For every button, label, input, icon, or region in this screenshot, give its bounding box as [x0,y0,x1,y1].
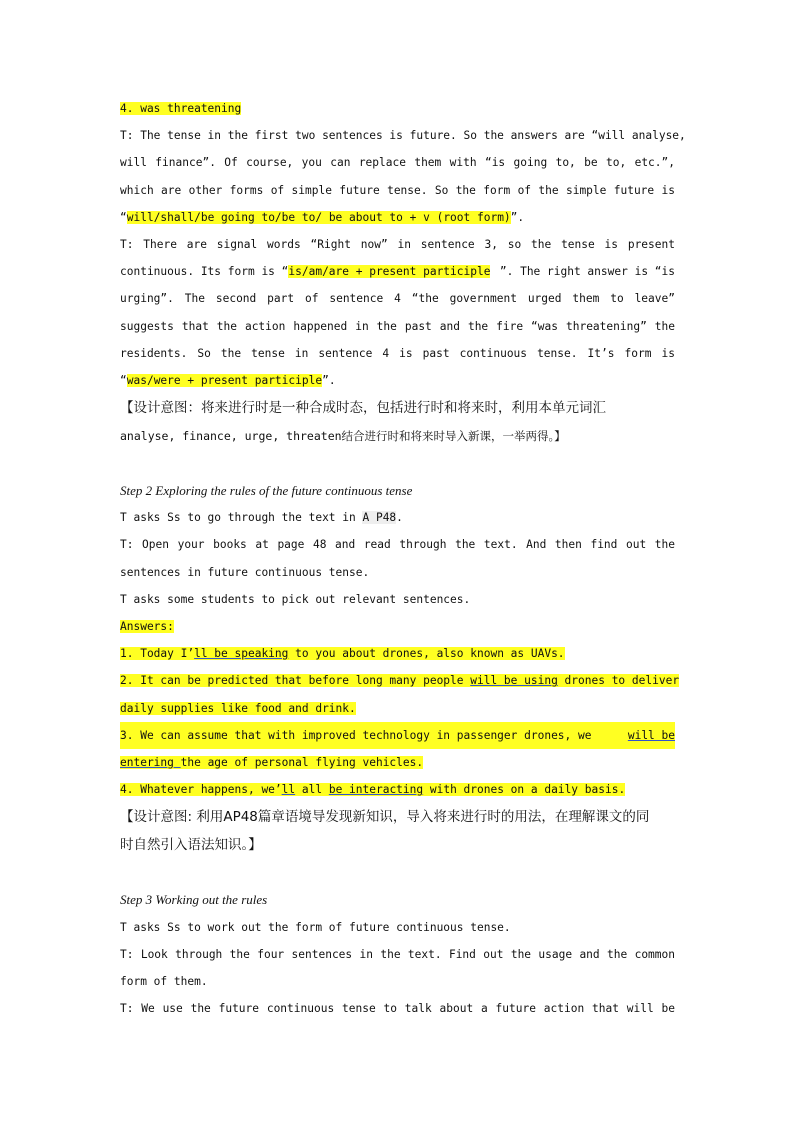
text-fragment: T asks Ss to go through the text in [120,511,363,525]
text-fragment: 3. We can assume that with improved technology in passenger drones, we [120,728,592,742]
answer-sentence-2-cont [120,695,675,722]
answer-sentence-3-cont [120,749,675,776]
paragraph-line: T: The tense in the first two sentences is future. So the answers are “will analyse, [120,129,686,143]
answer-sentence-2 [120,667,680,694]
paragraph-line [120,504,675,531]
text-fragment: the age of personal flying vehicles. [180,755,424,769]
present-continuous-form: is/am/are + present participle [288,265,491,279]
paragraph-line: T asks some students to pick out relevant sentences. [120,592,471,606]
quote-open: “ [120,373,127,387]
paragraph-line: which are other forms of simple future tense. So the form of the simple future is [120,183,675,197]
step-3-heading: Step 3 Working out the rules [120,892,268,908]
paragraph-line: residents. So the tense in sentence 4 is past continuous tense. It’s form is [120,346,675,360]
paragraph-line: T: There are signal words “Right now” in sentence 3, so the tense is present [120,237,675,251]
paragraph-line: urging”. The second part of sentence 4 “the government urged them to leave” [120,292,675,306]
paragraph-line [120,204,675,231]
design-intent-line: 【设计意图: 利用AP48篇章语境导发现新知识，导入将来进行时的用法，在理解课文的同 [120,809,650,826]
quote-close: ”. [510,210,525,224]
page-reference: A P48 [362,511,397,525]
quote-close: ”. [322,373,336,387]
answer-sentence-3 [120,722,675,749]
design-intent-line: 时自然引入语法知识。】 [120,837,262,854]
paragraph-line: form of them. [120,974,208,988]
spacer [120,450,675,477]
paragraph-line [120,367,675,394]
text-fragment: daily supplies like food and drink. [120,701,356,715]
answer-sentence-1 [120,640,675,667]
text-fragment: with drones on a daily basis. [423,783,626,797]
text-fragment: drones to deliver [557,674,680,688]
underlined-verb: will be using [470,674,558,688]
quote-open: “ [120,210,127,224]
design-intent-line: analyse, finance, urge, threaten结合进行时和将来时导入新课，一举两得。】 [120,429,566,444]
paragraph-line: sentences in future continuous tense. [120,565,370,579]
paragraph-line: suggests that the action happened in the past and the fire “was threatening” the [120,319,675,333]
paragraph-line: T asks Ss to work out the form of future continuous tense. [120,920,511,934]
answers-text: Answers: [120,620,174,633]
underlined-verb: will be [627,728,675,742]
text-fragment: 4. Whatever happens, we’ [120,783,282,797]
document-page [120,95,686,1022]
text-fragment: to you about drones, also known as UAVs. [288,647,565,661]
answer-item-4 [120,95,675,122]
paragraph-line: T: Open your books at page 48 and read through the text. And then find out the [120,538,675,552]
simple-future-form: will/shall/be going to/be to/ be about to + v (root form) [126,210,511,224]
paragraph-line: T: Look through the four sentences in the text. Find out the usage and the common [120,947,675,961]
underlined-verb: entering [120,755,181,769]
underlined-verb: be interacting [328,783,424,797]
design-intent-line: 【设计意图：将来进行时是一种合成时态，包括进行时和将来时，利用本单元词汇 [120,400,606,417]
text-fragment: ”. The right answer is “is [499,265,675,279]
underlined-verb: ll be speaking [194,647,289,661]
text-fragment: continuous. Its form is “ [120,265,289,279]
paragraph-line: T: We use the future continuous tense to talk about a future action that will be [120,1002,675,1016]
text-fragment: . [396,511,403,525]
paragraph-line: will finance”. Of course, you can replace them with “is going to, be to, etc.”, [120,156,675,170]
paragraph-line [120,258,675,285]
text-fragment: all [295,783,329,797]
spacer [120,859,675,886]
answer-sentence-4 [120,776,675,803]
past-continuous-form: was/were + present participle [126,373,323,387]
step-2-heading: Step 2 Exploring the rules of the future continuous tense [120,483,413,499]
answers-label [120,613,675,640]
text-fragment: 2. It can be predicted that before long many people [120,674,471,688]
underlined-verb: ll [281,783,296,797]
text-fragment: 1. Today I’ [120,647,195,661]
answer-4-text: 4. was threatening [120,102,242,115]
